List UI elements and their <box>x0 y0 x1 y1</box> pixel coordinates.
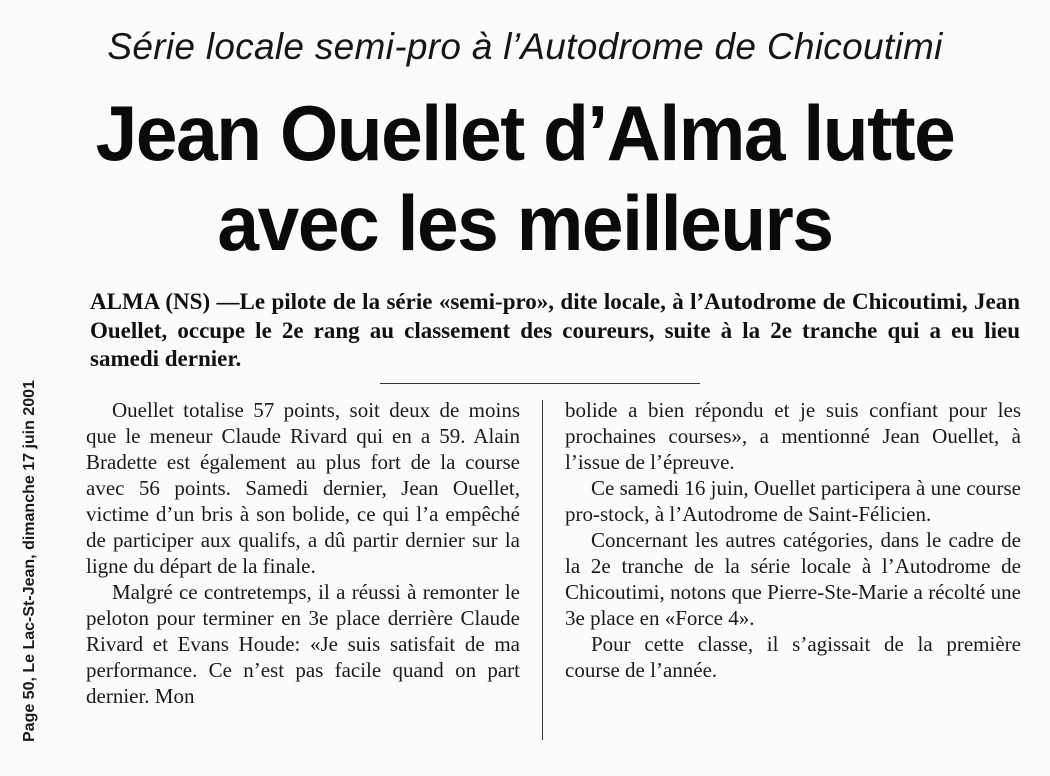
paragraph: Ce samedi 16 juin, Ouellet participera à une course pro-stock, à l’Autodrome de Saint-Félicien. <box>565 476 1021 526</box>
article-headline <box>0 88 1050 268</box>
paragraph: Malgré ce contretemps, il a réussi à remonter le peloton pour terminer en 3e place derrière Claude Rivard et Evans Houde: «Je suis satisfait de ma performance. Ce n’est pas facile quand on part dernier. Mon <box>86 580 520 708</box>
separator-rule <box>380 383 700 384</box>
article-lead: ALMA (NS) —Le pilote de la série «semi-pro», dite locale, à l’Autodrome de Chicoutimi, Jean Ouellet, occupe le 2e rang au classement des coureurs, suite à la 2e tranche qui a eu lieu samedi dernier. <box>90 289 1020 371</box>
paragraph: Ouellet totalise 57 points, soit deux de moins que le meneur Claude Rivard qui en a 59. Alain Bradette est également au plus fort de la course avec 56 points. Samedi dernier, Jean Ouellet, victime d’un bris à son bolide, ce qui l’a empêché de participer aux qualifs, a dû partir dernier sur la ligne du départ de la finale. <box>86 398 520 578</box>
headline-line-2: avec les meilleurs <box>217 179 833 267</box>
column-divider <box>542 400 543 740</box>
left-column <box>86 397 520 709</box>
paragraph: bolide a bien répondu et je suis confiant pour les prochaines courses», a mentionné Jean Ouellet, à l’issue de l’épreuve. <box>565 398 1021 474</box>
paragraph: Concernant les autres catégories, dans le cadre de la 2e tranche de la série locale à l’Autodrome de Chicoutimi, notons que Pierre-Ste-Marie a récolté une 3e place en «Force 4». <box>565 528 1021 630</box>
page-folio: Page 50, Le Lac-St-Jean, dimanche 17 juin 2001 <box>21 380 38 742</box>
article-kicker: Série locale semi-pro à l’Autodrome de Chicoutimi <box>107 26 943 67</box>
paragraph: Pour cette classe, il s’agissait de la première course de l’année. <box>565 632 1021 682</box>
right-column <box>565 397 1021 683</box>
headline-line-1: Jean Ouellet d’Alma lutte <box>95 89 955 177</box>
